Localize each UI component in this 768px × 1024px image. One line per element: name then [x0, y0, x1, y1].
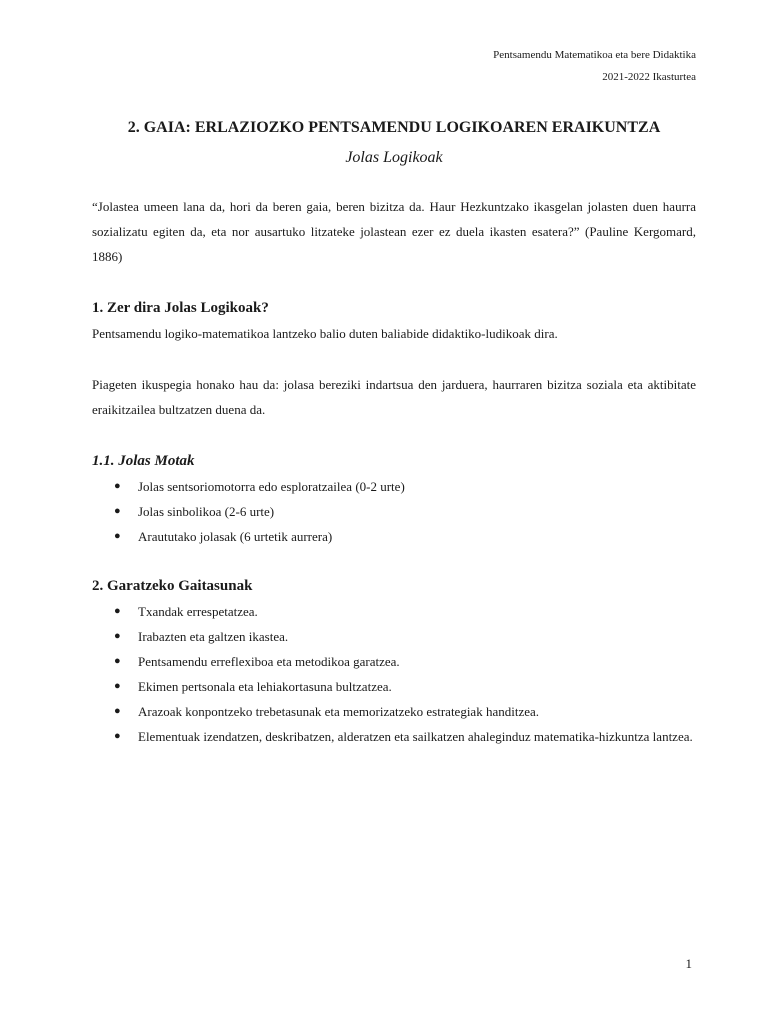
- list-item: [92, 499, 696, 524]
- bullet-icon: ●: [114, 680, 121, 692]
- page-number: 1: [685, 956, 692, 971]
- skills-list: [92, 599, 696, 749]
- bullet-icon: ●: [114, 480, 121, 492]
- section-1-definition: Pentsamendu logiko-matematikoa lantzeko balio duten baliabide didaktiko-ludikoak dira.: [92, 326, 558, 341]
- header-academic-year: 2021-2022 Ikasturtea: [602, 71, 696, 83]
- section-1-1-heading: 1.1. Jolas Motak: [92, 453, 195, 469]
- list-item: [92, 724, 696, 749]
- section-1-heading: 1. Zer dira Jolas Logikoak?: [92, 300, 269, 316]
- list-item: [92, 699, 696, 724]
- bullet-icon: ●: [114, 505, 121, 517]
- list-item: [92, 524, 696, 549]
- list-item-text: Pentsamendu erreflexiboa eta metodikoa garatzea.: [138, 654, 400, 669]
- list-item: [92, 474, 696, 499]
- document-body: [92, 116, 696, 749]
- document-subtitle: Jolas Logikoak: [345, 149, 443, 166]
- list-item-text: Arazoak konpontzeko trebetasunak eta memorizatzeko estrategiak handitzea.: [138, 704, 540, 719]
- bullet-icon: ●: [114, 605, 121, 617]
- list-item-text: Jolas sentsoriomotorra edo esploratzailea (0-2 urte): [138, 479, 405, 494]
- list-item: [92, 674, 696, 699]
- list-item-text: Ekimen pertsonala eta lehiakortasuna bultzatzea.: [138, 679, 392, 694]
- game-types-list: [92, 474, 696, 549]
- section-2-heading: 2. Garatzeko Gaitasunak: [92, 578, 253, 594]
- list-item-text: Elementuak izendatzen, deskribatzen, alderatzen eta sailkatzen ahaleginduz matematika-hizkuntza lantzea.: [138, 729, 693, 744]
- list-item-text: Txandak errespetatzea.: [138, 604, 258, 619]
- list-item-text: Jolas sinbolikoa (2-6 urte): [138, 504, 275, 519]
- section-1-piaget-paragraph: Piageten ikuspegia honako hau da: jolasa bereziki indartsua den jarduera, haurraren bizitza soziala eta aktibitate eraikitzailea bultzatzen duena da.: [92, 377, 696, 417]
- opening-quote: “Jolastea umeen lana da, hori da beren gaia, beren bizitza da. Haur Hezkuntzako ikasgelan jolasten duen haurra sozializatu egiten da, eta nor ausartuko litzateke jolastean ezer ez duela ikasten esatera?” (Pauline Kergomard, 1886): [92, 199, 696, 264]
- header-course-title: Pentsamendu Matematikoa eta bere Didaktika: [493, 49, 696, 61]
- list-item: [92, 599, 696, 624]
- bullet-icon: ●: [114, 655, 121, 667]
- bullet-icon: ●: [114, 730, 121, 742]
- bullet-icon: ●: [114, 705, 121, 717]
- page-header: [493, 44, 696, 88]
- list-item: [92, 649, 696, 674]
- list-item-text: Irabazten eta galtzen ikastea.: [138, 629, 289, 644]
- list-item: [92, 624, 696, 649]
- bullet-icon: ●: [114, 630, 121, 642]
- bullet-icon: ●: [114, 530, 121, 542]
- list-item-text: Araututako jolasak (6 urtetik aurrera): [138, 529, 333, 544]
- document-title: 2. GAIA: ERLAZIOZKO PENTSAMENDU LOGIKOAREN ERAIKUNTZA: [127, 119, 661, 136]
